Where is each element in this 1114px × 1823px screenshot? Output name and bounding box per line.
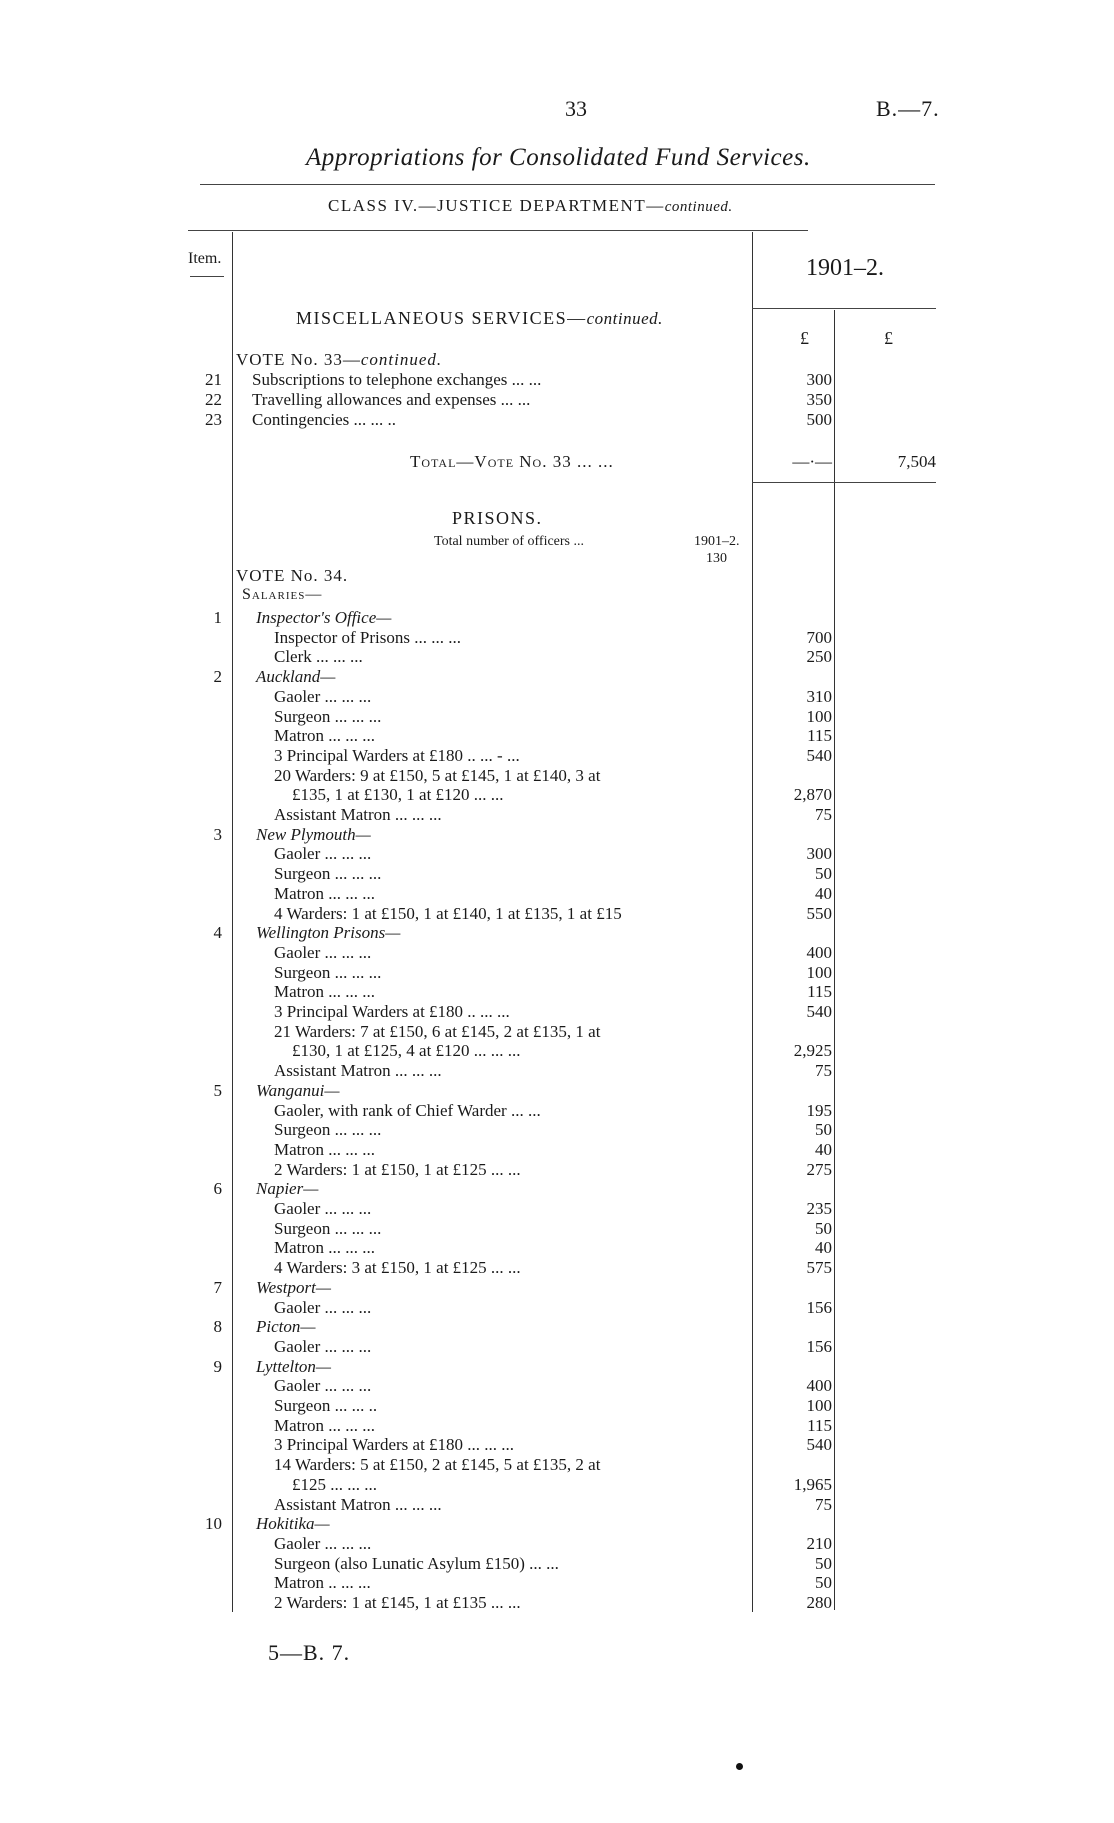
prison-district-row (0, 608, 1114, 628)
prison-salary-row (0, 1219, 1114, 1239)
prison-salary-row (0, 1101, 1114, 1121)
item-number: 5 (213, 1080, 222, 1100)
salary-amount: 50 (815, 1218, 832, 1238)
total-dash: —·— (792, 452, 832, 471)
officers-count: 130 (706, 551, 727, 566)
salary-description: Gaoler ... ... ... (274, 1297, 372, 1317)
prison-salary-row (0, 904, 1114, 924)
salary-amount: 540 (806, 745, 832, 765)
salary-description: 2 Warders: 1 at £150, 1 at £125 ... ... (274, 1159, 521, 1179)
vote-33-total: 7,504 (897, 452, 936, 471)
item-header-underline (190, 276, 224, 277)
salary-amount: 75 (815, 1494, 832, 1514)
misc-heading-text: MISCELLANEOUS SERVICES— (296, 308, 587, 328)
salary-amount: 75 (815, 805, 832, 824)
item-number: 10 (205, 1514, 222, 1534)
total-rule (752, 482, 936, 483)
year-column-header: 1901–2. (806, 255, 884, 281)
prison-salary-row (0, 884, 1114, 904)
misc-item-row (0, 410, 1114, 430)
salary-description: 4 Warders: 3 at £150, 1 at £125 ... ... (274, 1258, 521, 1278)
salary-description: Matron ... ... ... (274, 726, 376, 746)
salary-description: Assistant Matron ... ... ... (274, 1061, 442, 1081)
prison-salary-row (0, 726, 1114, 746)
salary-description: 3 Principal Warders at £180 ... ... ... (274, 1435, 515, 1455)
district-name: Hokitika— (256, 1514, 330, 1534)
salary-description: Gaoler ... ... ... (274, 1376, 372, 1396)
salary-description: Inspector of Prisons ... ... ... (274, 627, 461, 647)
prison-salary-row (0, 647, 1114, 667)
prison-district-row (0, 1179, 1114, 1199)
salary-description: 3 Principal Warders at £180 .. ... - ... (274, 745, 520, 765)
item-number: 6 (213, 1179, 222, 1199)
salary-description: Gaoler ... ... ... (274, 942, 372, 962)
salary-amount: 50 (815, 1573, 832, 1593)
class-heading-text: CLASS IV.—JUSTICE DEPARTMENT— (328, 196, 665, 215)
prison-district-row (0, 1317, 1114, 1337)
salary-description: Gaoler ... ... ... (274, 686, 372, 706)
salary-description: Matron ... ... ... (274, 1238, 376, 1258)
title-rule (200, 184, 935, 185)
vote-33-text: VOTE No. 33— (236, 350, 361, 369)
salary-amount: 100 (806, 706, 832, 726)
salary-description: Surgeon ... ... ... (274, 864, 382, 884)
salary-description: Matron ... ... ... (274, 1415, 376, 1435)
item-number: 8 (213, 1317, 222, 1337)
salary-description: Matron ... ... ... (274, 1139, 376, 1159)
prison-salary-row (0, 746, 1114, 766)
year-header-rule (752, 308, 936, 309)
prison-salary-row (0, 1120, 1114, 1140)
salary-amount: 115 (807, 982, 832, 1002)
salary-amount: 156 (806, 1336, 832, 1356)
page-mark (736, 1763, 743, 1770)
salary-description: 4 Warders: 1 at £150, 1 at £140, 1 at £135, 1 at £15 (274, 903, 622, 923)
prison-district-row (0, 667, 1114, 687)
salary-amount: 2,925 (793, 1041, 832, 1061)
district-name: Lyttelton— (256, 1356, 332, 1376)
district-name: New Plymouth— (256, 824, 371, 844)
salary-description: Surgeon ... ... ... (274, 1120, 382, 1140)
salary-amount: 40 (815, 1139, 832, 1159)
page-number: 33 (565, 96, 587, 121)
salary-amount: 300 (806, 844, 832, 864)
salary-description: Assistant Matron ... ... ... (274, 805, 442, 824)
salary-description: Matron .. ... ... (274, 1573, 371, 1593)
salary-amount: 50 (815, 1120, 832, 1140)
misc-services-heading (296, 308, 663, 329)
salary-amount: 40 (815, 883, 832, 903)
salary-amount: 100 (806, 962, 832, 982)
officers-label: Total number of officers ... (434, 534, 584, 549)
prison-district-row (0, 923, 1114, 943)
vote-33-heading (236, 350, 442, 370)
salary-amount: 280 (806, 1593, 832, 1612)
prison-salary-row (0, 1258, 1114, 1278)
vote-33-total-row (0, 452, 1114, 472)
salary-amount: 75 (815, 1061, 832, 1081)
prison-district-row (0, 1081, 1114, 1101)
salary-amount: 115 (807, 726, 832, 746)
item-number: 9 (213, 1356, 222, 1376)
salary-description: Matron ... ... ... (274, 982, 376, 1002)
misc-item-row (0, 370, 1114, 390)
salary-description: Matron ... ... ... (274, 883, 376, 903)
item-amount: 300 (806, 370, 832, 389)
prison-salary-row (0, 1022, 1114, 1042)
district-name: Wellington Prisons— (256, 923, 401, 943)
prison-salary-row (0, 1495, 1114, 1515)
prison-salary-row (0, 1160, 1114, 1180)
item-amount: 350 (806, 390, 832, 409)
prison-salary-row (0, 766, 1114, 786)
salary-description: Gaoler ... ... ... (274, 1199, 372, 1218)
prisons-heading: PRISONS. (452, 508, 543, 528)
item-number: 4 (213, 923, 222, 943)
prison-salary-row (0, 628, 1114, 648)
salary-description: £130, 1 at £125, 4 at £120 ... ... ... (292, 1041, 521, 1061)
footer-reference: 5—B. 7. (268, 1640, 351, 1665)
salary-amount: 40 (815, 1238, 832, 1258)
item-number: 3 (213, 824, 222, 844)
salary-amount: 310 (806, 686, 832, 706)
salary-description: 21 Warders: 7 at £150, 6 at £145, 2 at £135, 1 at (274, 1021, 601, 1041)
salary-description: Surgeon ... ... ... (274, 706, 382, 726)
vote-33-continued: continued. (360, 350, 443, 369)
salary-amount: 1,965 (793, 1474, 832, 1494)
item-number: 21 (205, 370, 222, 389)
prison-salary-row (0, 785, 1114, 805)
prison-salary-row (0, 707, 1114, 727)
prison-salary-row (0, 1041, 1114, 1061)
pound-header-total: £ (884, 328, 893, 348)
item-number: 22 (205, 390, 222, 409)
prison-salary-row (0, 982, 1114, 1002)
prison-salary-row (0, 1534, 1114, 1554)
salary-amount: 575 (806, 1258, 832, 1278)
prison-salary-row (0, 1455, 1114, 1475)
salary-description: Gaoler ... ... ... (274, 1533, 372, 1553)
total-label: Total—Vote No. 33 ... ... (410, 452, 614, 471)
prison-salary-row (0, 1554, 1114, 1574)
item-description: Contingencies ... ... .. (252, 410, 397, 429)
district-name: Auckland— (256, 667, 336, 687)
salary-description: Clerk ... ... ... (274, 647, 363, 667)
salary-amount: 540 (806, 1435, 832, 1455)
prison-district-row (0, 1278, 1114, 1298)
prison-salary-row (0, 1475, 1114, 1495)
prison-salary-row (0, 1376, 1114, 1396)
salary-amount: 115 (807, 1415, 832, 1435)
salary-amount: 275 (806, 1159, 832, 1179)
salary-amount: 235 (806, 1199, 832, 1218)
prison-salary-row (0, 1002, 1114, 1022)
salary-description: Surgeon ... ... .. (274, 1396, 378, 1415)
class-heading (328, 196, 733, 216)
prison-salary-row (0, 1573, 1114, 1593)
prison-salary-row (0, 805, 1114, 825)
prison-district-row (0, 825, 1114, 845)
item-amount: 500 (806, 410, 832, 429)
item-number: 1 (213, 608, 222, 627)
prison-salary-row (0, 1298, 1114, 1318)
class-heading-continued: continued. (664, 199, 733, 215)
page-title: Appropriations for Consolidated Fund Services. (306, 144, 811, 171)
salary-amount: 100 (806, 1396, 832, 1415)
salary-description: Surgeon (also Lunatic Asylum £150) ... ... (274, 1553, 559, 1573)
prison-district-row (0, 1514, 1114, 1534)
salary-description: Gaoler ... ... ... (274, 844, 372, 864)
salary-description: Assistant Matron ... ... ... (274, 1494, 442, 1514)
district-name: Napier— (256, 1179, 319, 1199)
salary-description: Surgeon ... ... ... (274, 962, 382, 982)
prison-salary-row (0, 864, 1114, 884)
prison-salary-row (0, 1593, 1114, 1613)
misc-heading-continued: continued. (586, 309, 663, 328)
class-rule (188, 230, 808, 231)
district-name: Inspector's Office— (256, 608, 392, 627)
salary-amount: 50 (815, 864, 832, 884)
prison-salary-row (0, 1238, 1114, 1258)
prison-district-row (0, 1357, 1114, 1377)
salary-description: 20 Warders: 9 at £150, 5 at £145, 1 at £140, 3 at (274, 765, 601, 785)
salary-description: 3 Principal Warders at £180 .. ... ... (274, 1002, 510, 1021)
item-number: 7 (213, 1277, 222, 1297)
salary-description: 14 Warders: 5 at £150, 2 at £145, 5 at £135, 2 at (274, 1455, 601, 1475)
prison-salary-row (0, 1435, 1114, 1455)
salary-description: Gaoler, with rank of Chief Warder ... ... (274, 1100, 541, 1120)
prison-salary-row (0, 1140, 1114, 1160)
vote-34-heading: VOTE No. 34. (236, 566, 349, 585)
prison-salary-row (0, 963, 1114, 983)
item-number: 2 (213, 667, 222, 687)
prison-salary-row (0, 1337, 1114, 1357)
item-column-header: Item. (188, 250, 222, 267)
prison-salary-row (0, 1416, 1114, 1436)
salary-amount: 400 (806, 1376, 832, 1396)
salary-amount: 250 (806, 647, 832, 667)
salary-amount: 210 (806, 1533, 832, 1553)
salary-amount: 195 (806, 1100, 832, 1120)
salary-description: £125 ... ... ... (292, 1474, 377, 1494)
item-number: 23 (205, 410, 222, 429)
district-name: Picton— (256, 1317, 316, 1337)
salary-amount: 550 (806, 903, 832, 923)
pound-header-amount: £ (800, 328, 809, 348)
salary-amount: 700 (806, 627, 832, 647)
prison-salary-row (0, 687, 1114, 707)
district-name: Wanganui— (256, 1080, 340, 1100)
salary-description: Gaoler ... ... ... (274, 1336, 372, 1356)
salary-description: £135, 1 at £130, 1 at £120 ... ... (292, 785, 504, 805)
salary-amount: 50 (815, 1553, 832, 1573)
salary-amount: 156 (806, 1297, 832, 1317)
salary-description: 2 Warders: 1 at £145, 1 at £135 ... ... (274, 1593, 521, 1612)
salaries-heading: Salaries— (242, 586, 323, 603)
prison-salary-row (0, 844, 1114, 864)
salary-amount: 540 (806, 1002, 832, 1021)
officers-year: 1901–2. (694, 534, 740, 549)
misc-item-row (0, 390, 1114, 410)
prison-salary-row (0, 1061, 1114, 1081)
prison-salary-row (0, 1199, 1114, 1219)
district-name: Westport— (256, 1277, 331, 1297)
prison-salary-row (0, 1396, 1114, 1416)
prison-salary-row (0, 943, 1114, 963)
salary-amount: 2,870 (793, 785, 832, 805)
item-description: Subscriptions to telephone exchanges ... ... (252, 370, 542, 389)
document-reference: B.—7. (876, 96, 940, 121)
item-description: Travelling allowances and expenses ... ... (252, 390, 531, 409)
salary-amount: 400 (806, 942, 832, 962)
salary-description: Surgeon ... ... ... (274, 1218, 382, 1238)
